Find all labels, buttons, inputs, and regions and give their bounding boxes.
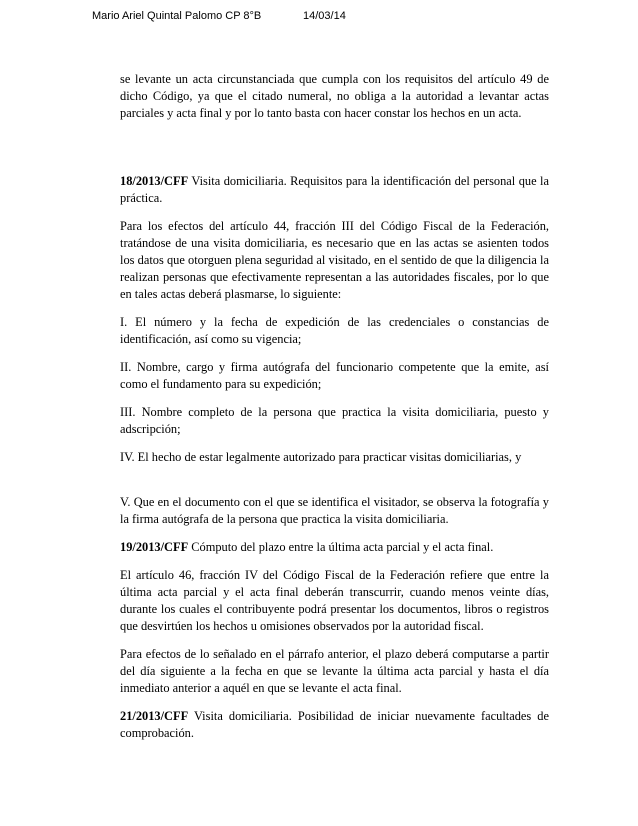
header-date: 14/03/14 xyxy=(303,10,346,22)
criterion-code: 21/2013/CFF xyxy=(120,709,189,723)
page-header xyxy=(92,9,346,23)
section-heading: 21/2013/CFF Visita domiciliaria. Posibilidad de iniciar nuevamente facultades de comprobación. xyxy=(120,709,549,740)
paragraph: se levante un acta circunstanciada que cumpla con los requisitos del artículo 49 de dicho Código, ya que el citado numeral, no obliga a la autoridad a levantar actas parciales y acta final y por lo tanto basta con hacer constar los hechos en un acta. xyxy=(120,72,549,120)
criterion-code: 18/2013/CFF xyxy=(120,174,189,188)
list-item: IV. El hecho de estar legalmente autorizado para practicar visitas domiciliarias, y xyxy=(120,450,522,464)
list-item: III. Nombre completo de la persona que practica la visita domiciliaria, puesto y adscripción; xyxy=(120,405,549,436)
paragraph: Para los efectos del artículo 44, fracción III del Código Fiscal de la Federación, tratándose de una visita domiciliaria, es necesario que en las actas se asienten todos los datos que otorguen plena seguridad al visitado, en el sentido de que la diligencia la realizan personas que efectivamente representan a las autoridades fiscales, por lo que en tales actas deberá plasmarse, lo siguiente: xyxy=(120,219,549,301)
list-item: V. Que en el documento con el que se identifica el visitador, se observa la fotografía y la firma autógrafa de la persona que practica la visita domiciliaria. xyxy=(120,495,549,526)
header-author: Mario Ariel Quintal Palomo CP 8°B xyxy=(92,10,262,22)
paragraph: Para efectos de lo señalado en el párrafo anterior, el plazo deberá computarse a partir del día siguiente a la fecha en que se levante la última acta parcial y hasta el día inmediato anterior a aquél en que se levante el acta final. xyxy=(120,647,549,695)
section-heading: 18/2013/CFF Visita domiciliaria. Requisitos para la identificación del personal que la práctica. xyxy=(120,174,549,205)
section-heading: 19/2013/CFF Cómputo del plazo entre la última acta parcial y el acta final. xyxy=(120,540,494,554)
document-body xyxy=(120,71,549,742)
paragraph: El artículo 46, fracción IV del Código Fiscal de la Federación refiere que entre la última acta parcial y el acta final deberán transcurrir, cuando menos veinte días, durante los cuales el contribuyente podrá presentar los documentos, libros o registros que desvirtúen los hechos u omisiones observados por la autoridad fiscal. xyxy=(120,568,549,633)
list-item: II. Nombre, cargo y firma autógrafa del funcionario competente que la emite, así como el fundamento para su expedición; xyxy=(120,360,549,391)
criterion-code: 19/2013/CFF xyxy=(120,540,189,554)
list-item: I. El número y la fecha de expedición de las credenciales o constancias de identificación, así como su vigencia; xyxy=(120,315,549,346)
